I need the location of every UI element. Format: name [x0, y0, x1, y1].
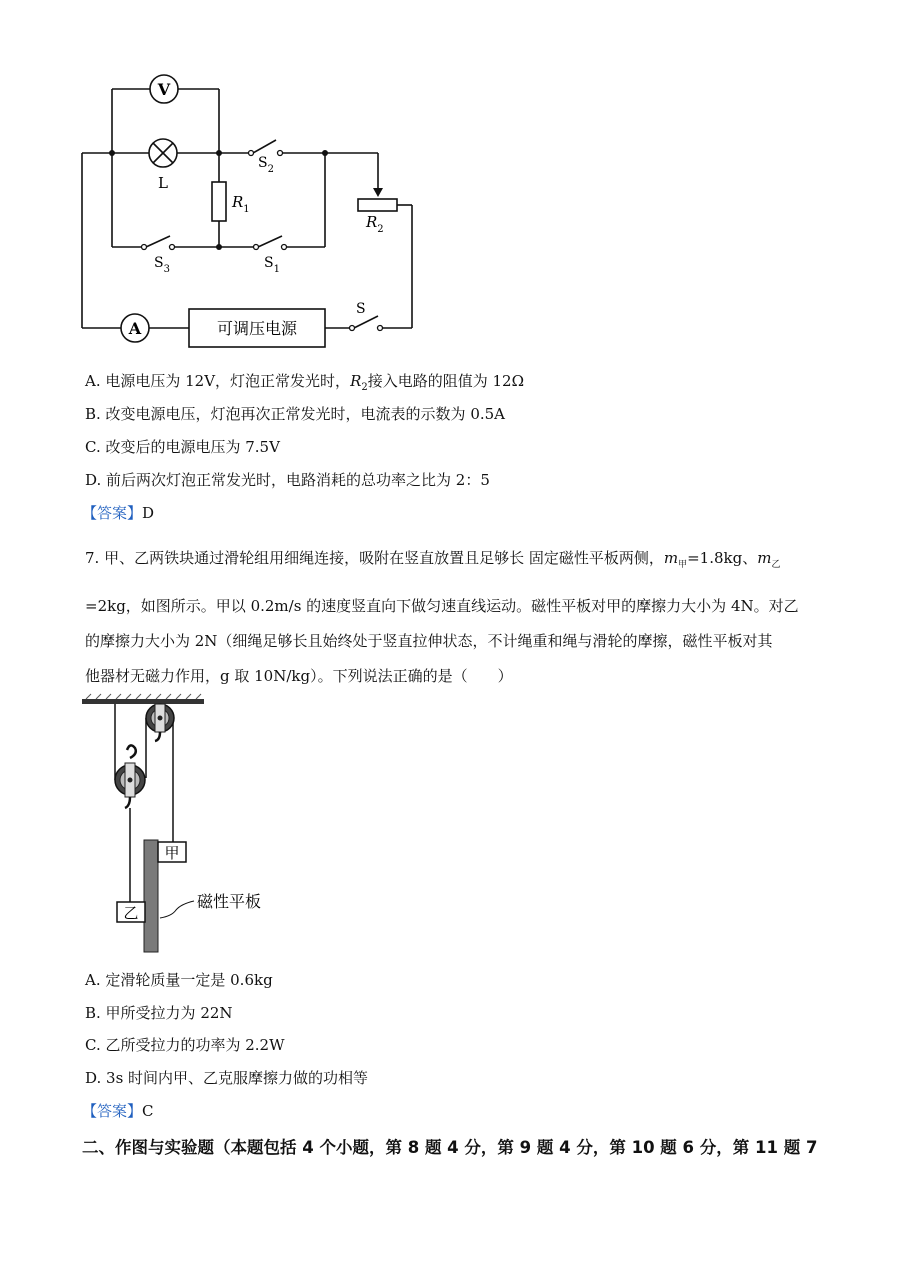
board-label: 磁性平板 — [197, 892, 262, 911]
q7-option-c: C. 乙所受拉力的功率为 2.2W — [85, 1036, 285, 1054]
q7-answer: 【答案】C — [82, 1102, 154, 1120]
section-heading: 二、作图与实验题（本题包括 4 个小题，第 8 题 4 分，第 9 题 4 分，第 10 题 6 分，第 11 题 7 — [82, 1138, 818, 1157]
block-jia-label: 甲 — [164, 844, 180, 862]
q7-stem-line2: =2kg，如图所示。甲以 0.2m/s 的速度竖直向下做匀速直线运动。磁性平板对甲的摩擦力大小为 4N。对乙 — [85, 597, 799, 615]
s2-label: $S_2$ — [258, 155, 274, 175]
circuit-diagram — [0, 0, 909, 365]
q6-option-c: C. 改变后的电源电压为 7.5V — [85, 438, 280, 456]
s1-label: $S_1$ — [264, 255, 280, 275]
lamp-label: L — [158, 174, 168, 192]
r1-label: $R_1$ — [232, 193, 250, 215]
s-label: S — [356, 301, 366, 317]
answer-label: 【答案】 — [82, 504, 143, 522]
q6-answer: 【答案】D — [82, 504, 155, 522]
resistor-r1 — [212, 182, 226, 221]
ammeter-label: A — [128, 319, 142, 338]
answer-label: 【答案】 — [82, 1102, 143, 1120]
block-yi-label: 乙 — [123, 904, 139, 922]
rheostat-r2 — [358, 199, 397, 211]
pulley-diagram — [0, 690, 909, 960]
q6-option-a: A. 电源电压为 12V，灯泡正常发光时，$R_2$接入电路的阻值为 12Ω — [85, 372, 525, 393]
voltmeter-label: V — [157, 80, 171, 99]
rheostat-arrow-icon — [373, 188, 383, 197]
power-supply-label: 可调压电源 — [216, 319, 298, 338]
s3-label: $S_3$ — [154, 255, 170, 275]
q6-option-b: B. 改变电源电压，灯泡再次正常发光时，电流表的示数为 0.5A — [85, 405, 506, 423]
q7-option-b: B. 甲所受拉力为 22N — [85, 1004, 233, 1022]
q7-stem-line3: 的摩擦力大小为 2N（细绳足够长且始终处于竖直拉伸状态，不计绳重和绳与滑轮的摩擦，磁性平板对其 — [85, 632, 773, 650]
movable-pulley — [115, 745, 145, 808]
magnetic-board — [144, 840, 158, 952]
q7-option-a: A. 定滑轮质量一定是 0.6kg — [85, 971, 273, 989]
q7-stem-line1: 7. 甲、乙两铁块通过滑轮组用细绳连接，吸附在竖直放置且足够长 固定磁性平板两侧，$m_甲=1.8kg$、$m_乙$ — [85, 549, 781, 570]
q7-option-d: D. 3s 时间内甲、乙克服摩擦力做的功相等 — [85, 1069, 369, 1087]
fixed-pulley — [146, 704, 174, 741]
ceiling — [82, 699, 204, 704]
r2-label: $R_2$ — [366, 213, 384, 235]
q7-stem-line4: 他器材无磁力作用，g 取 10N/kg）。下列说法正确的是（ ） — [85, 667, 513, 685]
q6-option-d: D. 前后两次灯泡正常发光时，电路消耗的总功率之比为 2：5 — [85, 471, 490, 489]
